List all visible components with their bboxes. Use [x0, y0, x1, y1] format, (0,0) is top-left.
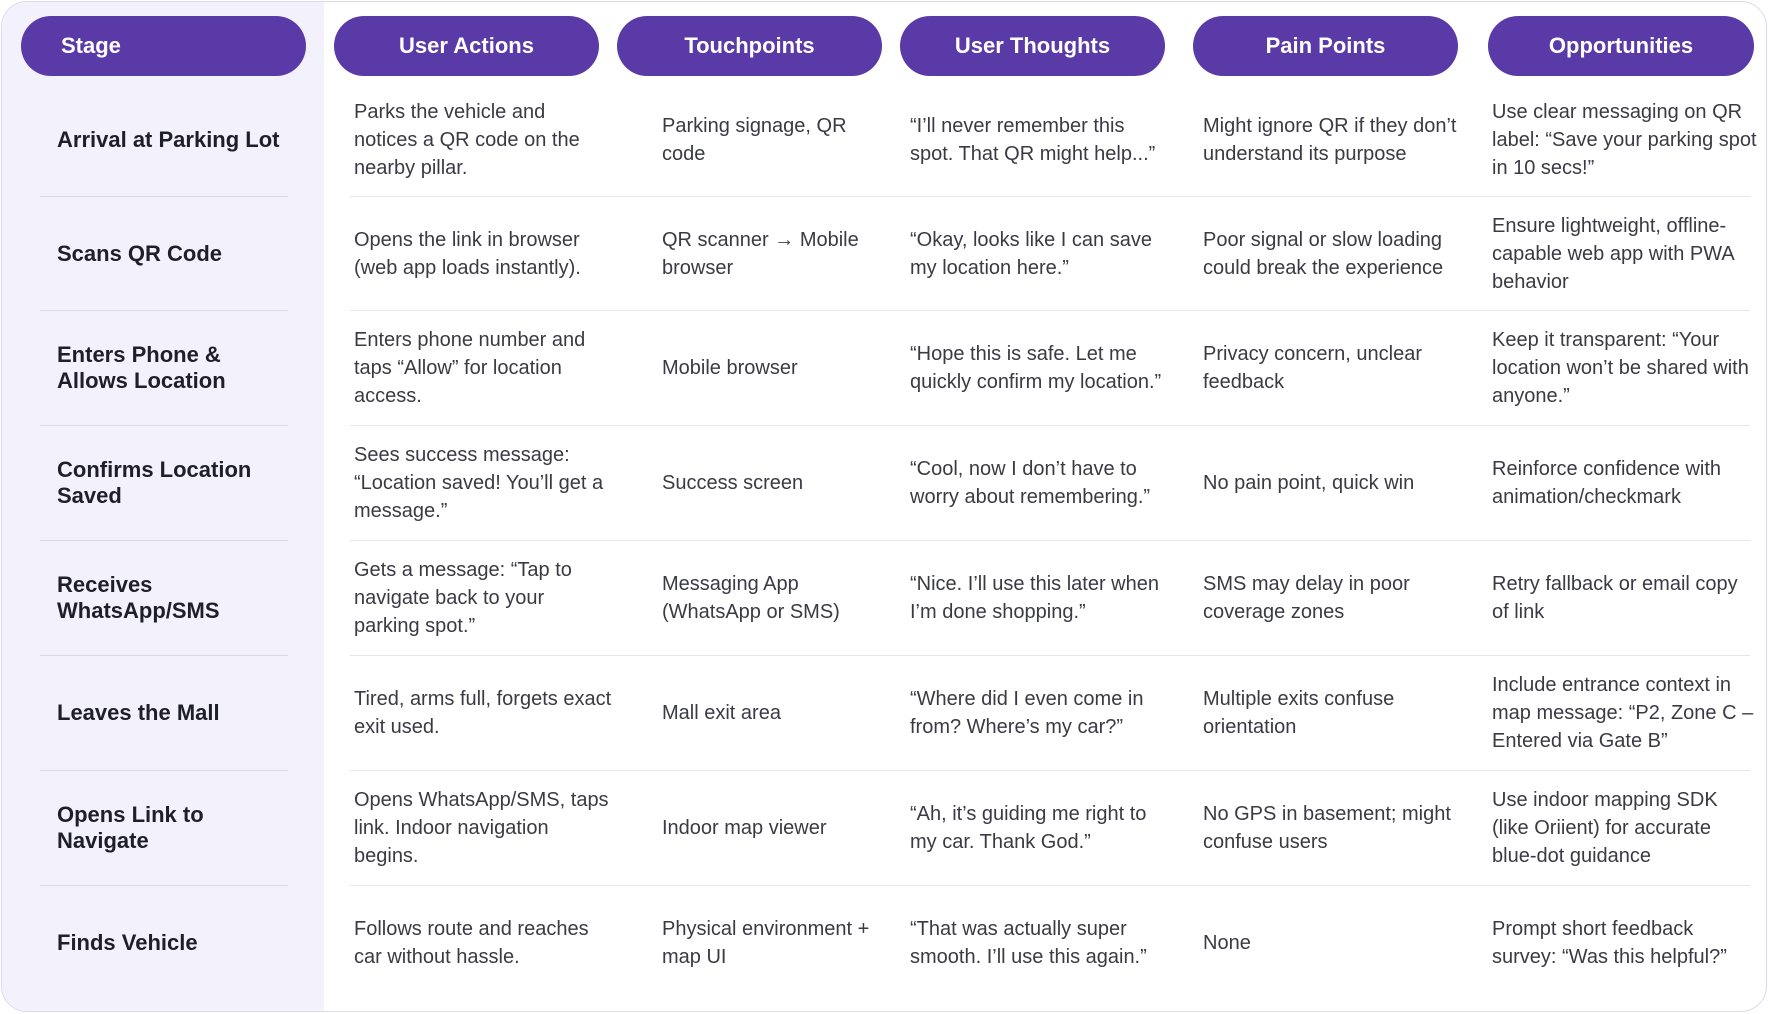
user-thoughts-cell: “I’ll never remember this spot. That QR might help...” [910, 114, 1156, 165]
header-pain-points: Pain Points [1193, 16, 1458, 76]
user-actions-cell: Opens the link in browser (web app loads instantly). [354, 228, 581, 279]
user-thoughts-cell: “Cool, now I don’t have to worry about remembering.” [910, 457, 1151, 508]
pain-points-cell: None [1203, 931, 1251, 954]
touchpoints-cell: Success screen [662, 471, 804, 494]
stage-label: Arrival at Parking Lot [57, 126, 280, 152]
journey-map [1, 1, 1767, 1012]
pain-points-cell: Might ignore QR if they don’t understand its purpose [1203, 114, 1457, 165]
pain-points-cell: Poor signal or slow loading could break the experience [1203, 228, 1444, 279]
journey-row [2, 885, 1766, 1000]
user-thoughts-cell: “Hope this is safe. Let me quickly confirm my location.” [910, 342, 1162, 393]
user-actions-cell: Follows route and reaches car without hassle. [354, 917, 589, 968]
user-thoughts-cell: “That was actually super smooth. I’ll use this again.” [910, 917, 1147, 968]
stage-label: Scans QR Code [57, 240, 223, 266]
opportunities-cell: Include entrance context in map message: “P2, Zone C – Entered via Gate B” [1492, 673, 1754, 752]
stage-label: Receives WhatsApp/SMS [57, 571, 220, 623]
user-actions-cell: Enters phone number and taps “Allow” for location access. [354, 328, 586, 407]
user-thoughts-cell: “Okay, looks like I can save my location here.” [910, 228, 1152, 279]
journey-row [2, 196, 1766, 311]
stage-label: Leaves the Mall [57, 699, 220, 725]
opportunities-cell: Use clear messaging on QR label: “Save your parking spot in 10 secs!” [1492, 100, 1757, 179]
stage-label: Finds Vehicle [57, 929, 198, 955]
header-user-actions: User Actions [334, 16, 599, 76]
touchpoints-cell: Indoor map viewer [662, 816, 827, 839]
user-actions-cell: Parks the vehicle and notices a QR code on the nearby pillar. [354, 100, 580, 179]
journey-row [2, 82, 1766, 197]
journey-row [2, 770, 1766, 885]
user-thoughts-cell: “Nice. I’ll use this later when I’m done shopping.” [910, 572, 1159, 623]
touchpoints-cell: Mobile browser [662, 356, 798, 379]
pain-points-cell: Privacy concern, unclear feedback [1203, 342, 1422, 393]
user-thoughts-cell: “Ah, it’s guiding me right to my car. Thank God.” [910, 802, 1147, 853]
opportunities-cell: Prompt short feedback survey: “Was this helpful?” [1492, 917, 1727, 968]
stage-label: Confirms Location Saved [57, 456, 252, 508]
opportunities-cell: Reinforce confidence with animation/checkmark [1492, 457, 1722, 508]
touchpoints-cell: Parking signage, QR code [662, 114, 847, 165]
journey-row [2, 655, 1766, 770]
touchpoints-cell: QR scanner → Mobile browser [662, 228, 859, 279]
stage-label: Enters Phone & Allows Location [57, 341, 226, 393]
header-opportunities: Opportunities [1488, 16, 1754, 76]
journey-row [2, 425, 1766, 540]
touchpoints-cell: Physical environment + map UI [662, 917, 870, 968]
pain-points-cell: No GPS in basement; might confuse users [1203, 802, 1451, 853]
opportunities-cell: Use indoor mapping SDK (like Oriient) for accurate blue-dot guidance [1492, 788, 1718, 867]
opportunities-cell: Ensure lightweight, offline-capable web app with PWA behavior [1492, 214, 1734, 293]
stage-label: Opens Link to Navigate [57, 801, 204, 853]
user-thoughts-cell: “Where did I even come in from? Where’s my car?” [910, 687, 1144, 738]
journey-row [2, 540, 1766, 655]
user-actions-cell: Tired, arms full, forgets exact exit used. [354, 687, 612, 738]
pain-points-cell: No pain point, quick win [1203, 471, 1415, 494]
touchpoints-cell: Messaging App (WhatsApp or SMS) [662, 572, 840, 623]
header-stage: Stage [21, 16, 306, 76]
journey-row [2, 310, 1766, 425]
opportunities-cell: Retry fallback or email copy of link [1492, 572, 1738, 623]
header-user-thoughts: User Thoughts [900, 16, 1165, 76]
opportunities-cell: Keep it transparent: “Your location won’t be shared with anyone.” [1492, 328, 1749, 407]
pain-points-cell: Multiple exits confuse orientation [1203, 687, 1395, 738]
header-touchpoints: Touchpoints [617, 16, 882, 76]
user-actions-cell: Gets a message: “Tap to navigate back to your parking spot.” [354, 558, 572, 637]
user-actions-cell: Opens WhatsApp/SMS, taps link. Indoor navigation begins. [354, 788, 609, 867]
pain-points-cell: SMS may delay in poor coverage zones [1203, 572, 1410, 623]
touchpoints-cell: Mall exit area [662, 701, 781, 724]
user-actions-cell: Sees success message: “Location saved! You’ll get a message.” [354, 443, 604, 522]
